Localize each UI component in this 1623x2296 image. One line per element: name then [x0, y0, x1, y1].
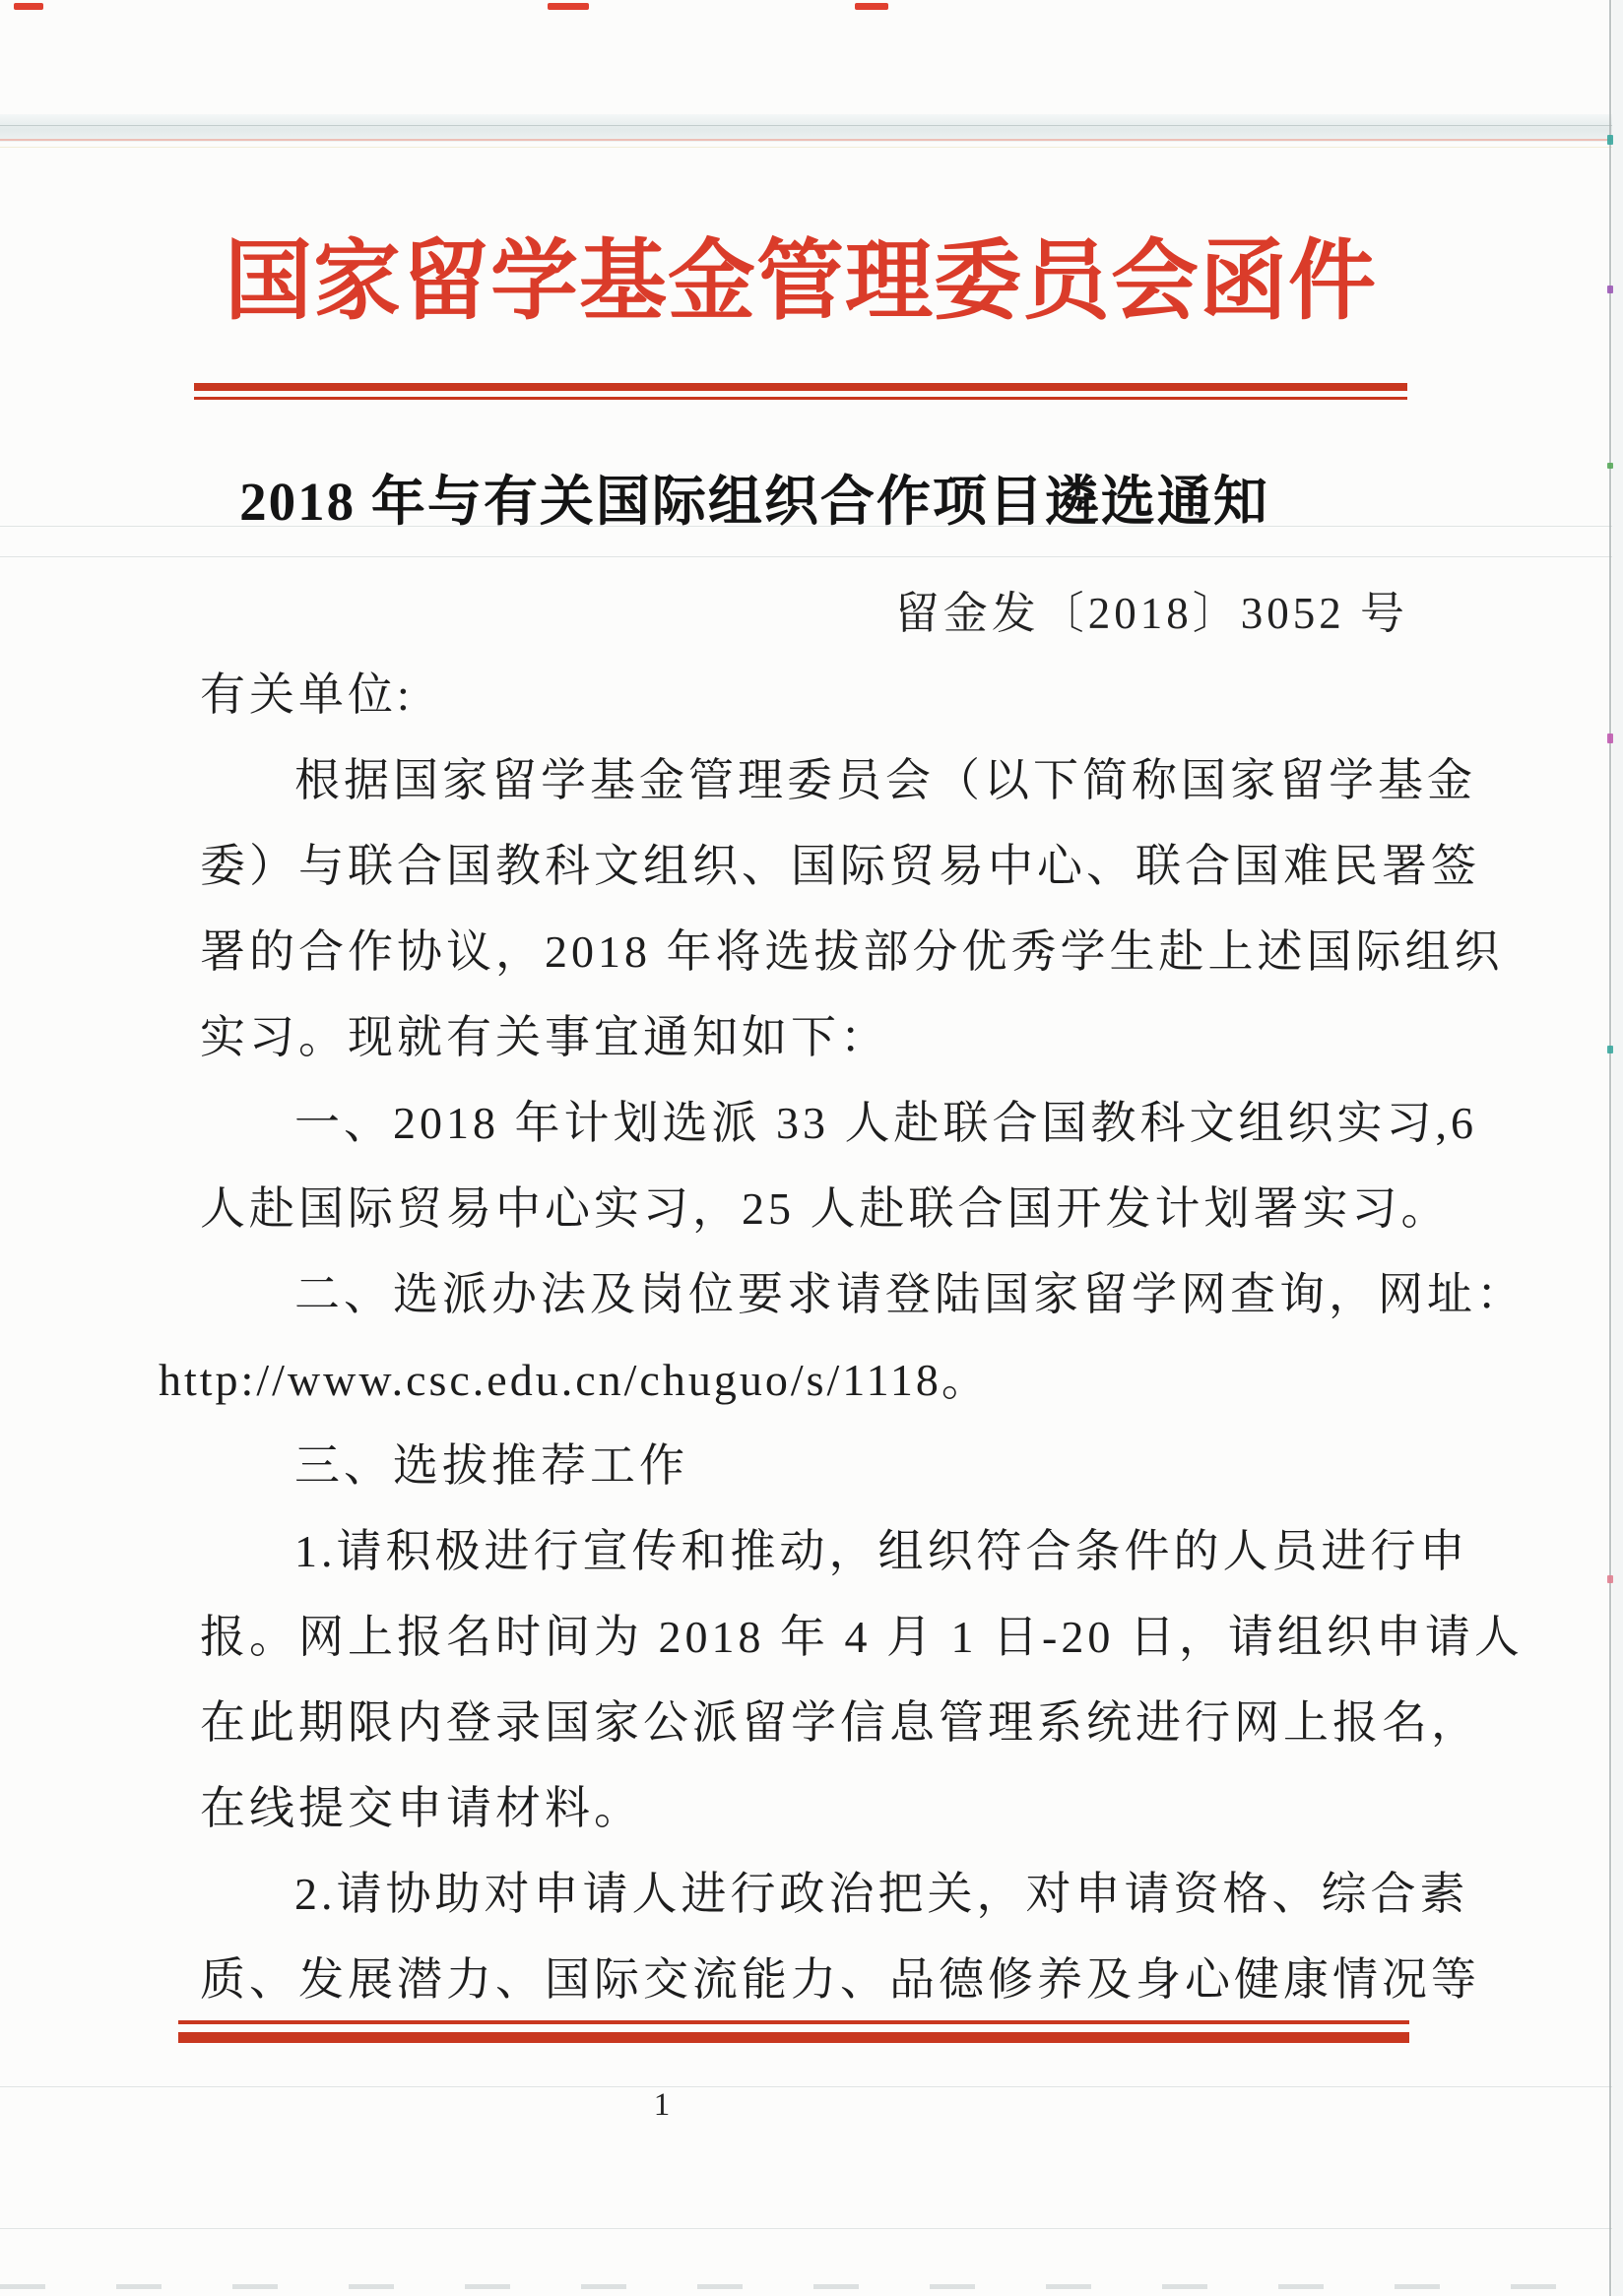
scan-bottom-dashes — [0, 2284, 1623, 2289]
body-line: 在线提交申请材料。 — [200, 1783, 643, 1833]
footer-rule-thin — [178, 2020, 1409, 2024]
page-number: 1 — [653, 2087, 671, 2123]
scan-streak-band — [0, 114, 1623, 142]
scan-edge-speck — [1607, 463, 1613, 469]
body-line: 质、发展潜力、国际交流能力、品德修养及身心健康情况等 — [200, 1954, 1480, 2005]
document-title: 2018 年与有关国际组织合作项目遴选通知 — [239, 472, 1269, 532]
scan-streak-pink-line — [0, 139, 1623, 141]
body-line: 在此期限内登录国家公派留学信息管理系统进行网上报名， — [200, 1697, 1480, 1748]
letterhead-rule-thin — [194, 397, 1407, 400]
body-line-sub-2: 2.请协助对申请人进行政治把关，对申请资格、综合素 — [294, 1869, 1469, 1919]
scan-edge-speck — [1607, 1575, 1613, 1583]
scan-right-edge — [1612, 0, 1623, 2296]
url-text: http://www.csc.edu.cn/chuguo/s/1118。 — [159, 1355, 990, 1405]
body-line: 署的合作协议，2018 年将选拔部分优秀学生赴上述国际组织 — [200, 926, 1504, 977]
scan-edge-speck — [1607, 135, 1613, 145]
salutation: 有关单位: — [200, 670, 414, 720]
scan-top-red-dash — [548, 3, 589, 10]
footer-rule-thick — [178, 2032, 1409, 2043]
body-line: 实习。现就有关事宜通知如下： — [200, 1012, 889, 1062]
scan-faint-line — [0, 2086, 1623, 2087]
body-line-item-3: 三、选拔推荐工作 — [294, 1440, 688, 1491]
letterhead-title: 国家留学基金管理委员会函件 — [225, 234, 1377, 331]
body-line: 人赴国际贸易中心实习，25 人赴联合国开发计划署实习。 — [200, 1183, 1451, 1234]
scan-faint-line — [0, 2228, 1623, 2229]
scan-top-red-dash — [855, 3, 888, 10]
body-line-sub-1: 1.请积极进行宣传和推动，组织符合条件的人员进行申 — [294, 1526, 1469, 1576]
scan-faint-line — [0, 556, 1623, 557]
scan-streak-yellow-line — [0, 147, 1623, 148]
scan-streak-line — [0, 125, 1623, 126]
document-number: 留金发〔2018〕3052 号 — [894, 589, 1408, 638]
document-body — [159, 652, 1526, 2022]
scan-edge-speck — [1607, 286, 1613, 293]
body-line-item-1: 一、2018 年计划选派 33 人赴联合国教科文组织实习,6 — [294, 1098, 1477, 1148]
scan-edge-speck — [1607, 733, 1613, 743]
body-line: 报。网上报名时间为 2018 年 4 月 1 日-20 日，请组织申请人 — [200, 1612, 1524, 1662]
body-line: 委）与联合国教科文组织、国际贸易中心、联合国难民署签 — [200, 841, 1480, 891]
scan-edge-speck — [1607, 1046, 1613, 1053]
scan-top-red-dash — [14, 3, 43, 10]
body-line: 根据国家留学基金管理委员会（以下简称国家留学基金 — [294, 755, 1476, 805]
letterhead-rule-thick — [194, 383, 1407, 391]
body-line-item-2: 二、选派办法及岗位要求请登陆国家留学网查询，网址： — [294, 1269, 1526, 1319]
scan-edge-vertical-line — [1609, 0, 1611, 2296]
